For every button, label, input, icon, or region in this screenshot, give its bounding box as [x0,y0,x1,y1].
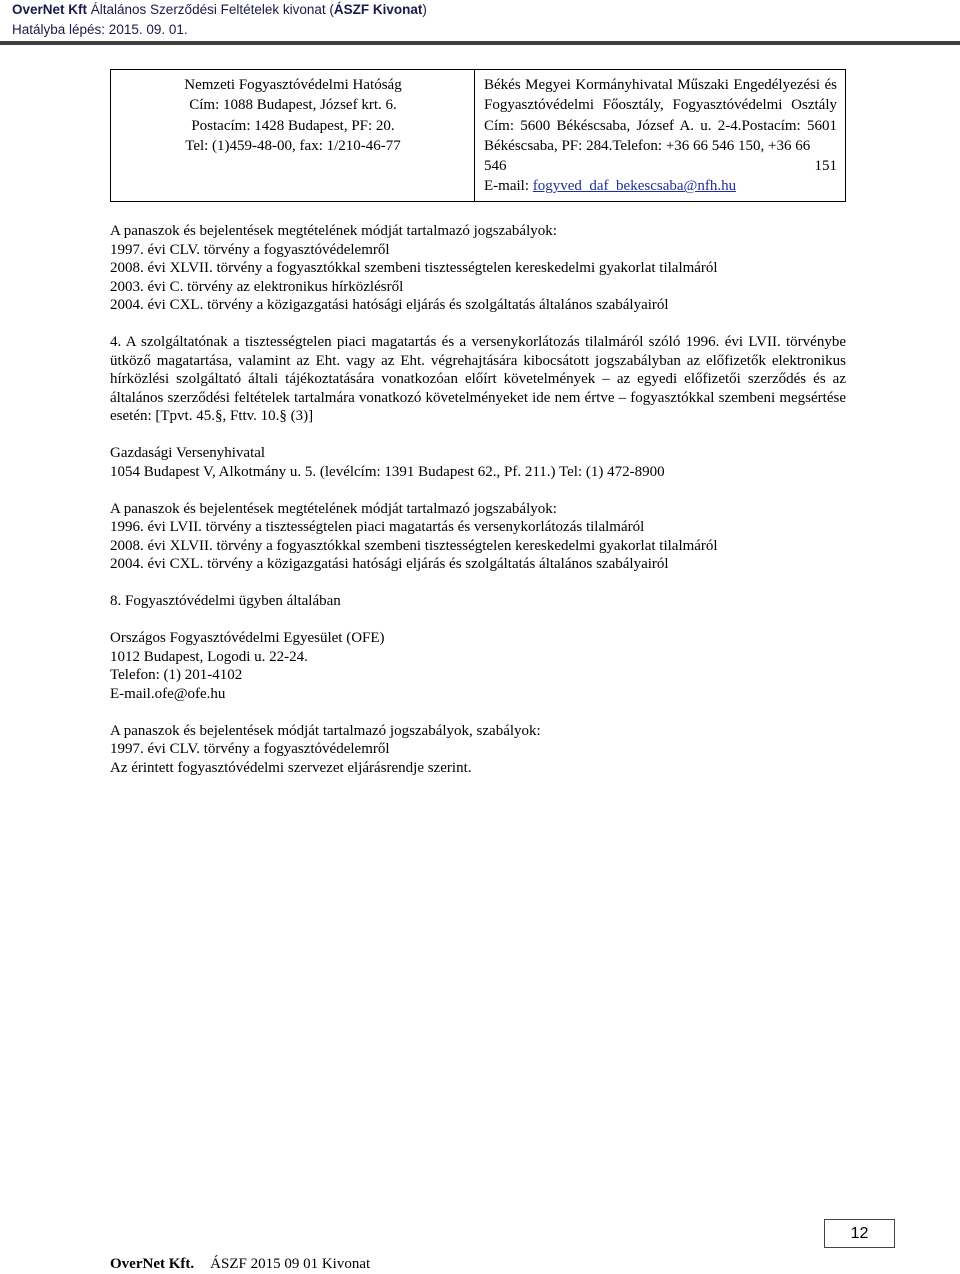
section8-heading: 8. Fogyasztóvédelmi ügyben általában [110,593,341,609]
national-authority-line: Cím: 1088 Budapest, József krt. 6. [189,97,397,114]
email-link[interactable]: fogyved_daf_bekescsaba@nfh.hu [532,178,737,195]
law-item: 2008. évi XLVII. törvény a fogyasztókkal szembeni tisztességtelen kereskedelmi gyakorlat tilalmáról [110,537,718,554]
national-authority-line: Tel: (1)459-48-00, fax: 1/210-46-77 [185,137,401,154]
national-authority-line: Nemzeti Fogyasztóvédelmi Hatóság [184,77,402,93]
table-row [111,70,846,202]
header-title [12,0,427,20]
document-footer [110,1255,370,1273]
county-authority-text: Békés Megyei Kormányhivatal Műszaki Engedélyezési és Fogyasztóvédelmi Főosztály, Fogyasztóvédelmi Osztály Cím: 5600 Békéscsaba, József A. u. 2-4.Postacím: 5601 Békéscsaba, PF: 284.Telefon: +36 66 546 150, +36 66 [484,77,837,154]
rule-item: 1997. évi CLV. törvény a fogyasztóvédelemről [110,741,390,757]
law-item: 2004. évi CXL. törvény a közigazgatási hatósági eljárás és szolgáltatás általános szabályairól [110,556,669,572]
phone-tail-b: 151 [814,158,837,175]
competition-authority-name: Gazdasági Versenyhivatal [110,445,266,461]
law-item: 2004. évi CXL. törvény a közigazgatási hatósági eljárás és szolgáltatás általános szabályairól [110,297,669,313]
phone-tail-a: 546 [484,158,507,175]
authorities-table [110,69,846,202]
national-authority-cell [111,70,475,202]
ofe-phone: Telefon: (1) 201-4102 [110,667,243,683]
ofe-name: Országos Fogyasztóvédelmi Egyesület (OFE) [110,630,385,646]
national-authority-line: Postacím: 1428 Budapest, PF: 20. [191,117,395,134]
county-authority-email [484,176,837,196]
ofe-email: E-mail.ofe@ofe.hu [110,685,226,702]
county-authority-phone-tail [484,156,837,176]
header-divider [0,41,960,45]
footer-company: OverNet Kft. [110,1256,195,1272]
email-label: E-mail: [484,178,533,195]
header-title-end: ) [422,2,427,17]
document-header [12,0,427,40]
header-company: OverNet Kft [12,2,88,17]
section1-intro: A panaszok és bejelentések megtételének módját tartalmazó jogszabályok: [110,223,557,239]
law-item: 1997. évi CLV. törvény a fogyasztóvédelemről [110,241,390,258]
document-body [110,222,846,777]
section4-intro: A panaszok és bejelentések megtételének módját tartalmazó jogszabályok: [110,500,557,517]
header-title-middle: Általános Szerződési Feltételek kivonat ( [87,2,334,17]
section4-paragraph: 4. A szolgáltatónak a tisztességtelen piaci magatartás és a versenykorlátozás tilalmáról szóló 1996. évi LVII. törvénybe ütköző magatartása, valamint az Eht. vagy az Eht. végrehajtására kibocsátott jogszabályban az előfizetők elektronikus hírközlési szolgáltató általi tájékoztatására vonatkozóan előírt követelmények – az egyedi előfizetői szerződés és az általános szerződési feltételek tartalmára vonatkozó követelményeket ide nem értve – fogyasztókkal szembeni megsértése esetén: [Tpvt. 45.§, Fttv. 10.§ (3)] [110,334,846,424]
law-item: 2003. évi C. törvény az elektronikus hírközlésről [110,278,404,295]
header-title-bold: ÁSZF Kivonat [333,2,423,17]
header-effective-date: Hatályba lépés: 2015. 09. 01. [12,22,188,37]
law-item: 1996. évi LVII. törvény a tisztességtelen piaci magatartás és versenykorlátozás tilalmáról [110,519,645,535]
rule-item: Az érintett fogyasztóvédelmi szervezet eljárásrendje szerint. [110,759,472,776]
law-item: 2008. évi XLVII. törvény a fogyasztókkal szembeni tisztességtelen kereskedelmi gyakorlat tilalmáról [110,260,718,276]
footer-doc: ÁSZF 2015 09 01 Kivonat [210,1256,371,1272]
ofe-address: 1012 Budapest, Logodi u. 22-24. [110,648,308,665]
page-number: 12 [824,1219,895,1248]
section8-intro: A panaszok és bejelentések módját tartalmazó jogszabályok, szabályok: [110,722,541,739]
county-authority-cell [475,70,846,202]
competition-authority-address: 1054 Budapest V, Alkotmány u. 5. (levélcím: 1391 Budapest 62., Pf. 211.) Tel: (1) 472-8900 [110,463,665,480]
